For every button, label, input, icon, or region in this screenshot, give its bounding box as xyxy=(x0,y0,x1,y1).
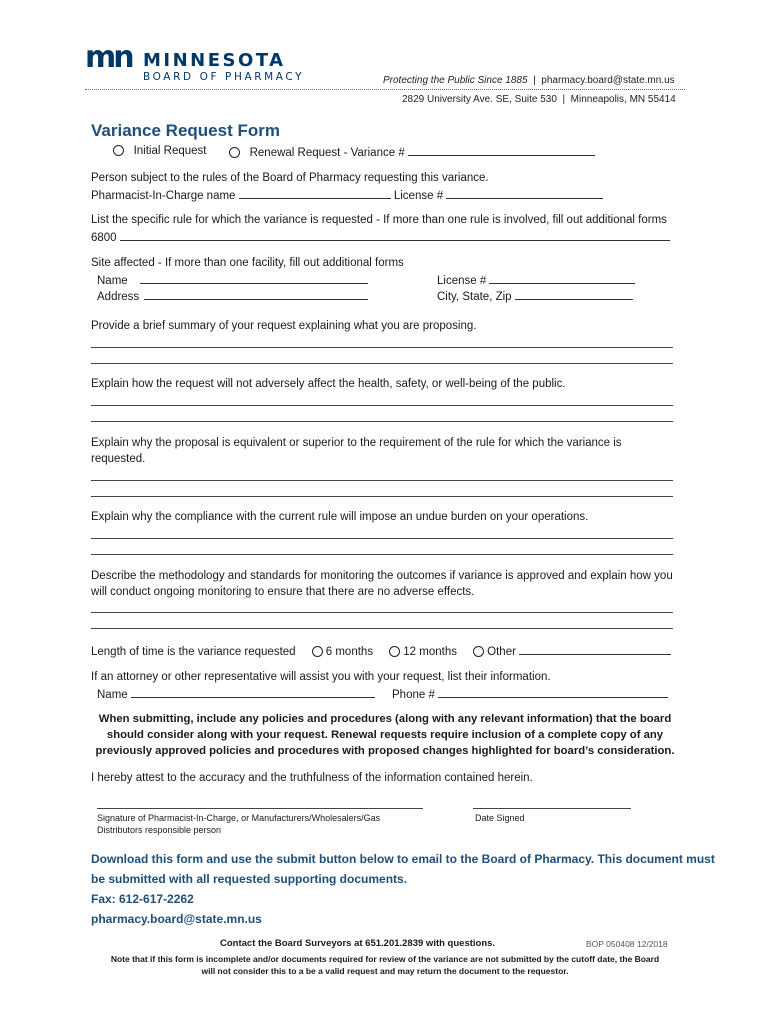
license-field[interactable] xyxy=(446,186,603,199)
site-name-label: Name xyxy=(97,275,128,287)
burden-answer-line-1[interactable] xyxy=(91,538,673,539)
twelve-months-radio[interactable] xyxy=(389,646,400,657)
renewal-request-label: Renewal Request - Variance # xyxy=(249,147,405,159)
attorney-text: If an attorney or other representative will assist you with your request, list their information. xyxy=(91,671,551,683)
health-question: Explain how the request will not adversely affect the health, safety, or well-being of the public. xyxy=(91,378,566,390)
attorney-phone-field[interactable] xyxy=(438,685,668,698)
other-duration-field[interactable] xyxy=(519,642,671,655)
header-address-line xyxy=(402,94,676,105)
separator: | xyxy=(533,75,536,86)
notice-line-3: previously approved policies and procedures with proposed changes highlighted for board’s consideration. xyxy=(95,745,675,757)
separator: | xyxy=(562,94,566,105)
board-logo xyxy=(85,40,132,75)
rule-field[interactable] xyxy=(120,228,670,241)
footer-contact: Contact the Board Surveyors at 651.201.2839 with questions. xyxy=(220,938,496,949)
pic-name-label: Pharmacist-In-Charge name xyxy=(91,190,236,202)
signature-field[interactable] xyxy=(97,808,423,809)
variance-number-field[interactable] xyxy=(408,143,595,156)
header-contact-line xyxy=(383,75,675,86)
equivalent-question-1: Explain why the proposal is equivalent or superior to the requirement of the rule for which the variance is xyxy=(91,437,622,449)
site-license-field[interactable] xyxy=(489,271,635,284)
rule-row xyxy=(91,228,670,246)
site-address-field[interactable] xyxy=(144,287,368,300)
site-city-field[interactable] xyxy=(515,287,633,300)
monitoring-answer-line-1[interactable] xyxy=(91,612,673,613)
board-email-link[interactable]: pharmacy.board@state.mn.us xyxy=(91,912,262,926)
rule-prefix: 6800 xyxy=(91,232,117,244)
submission-notice xyxy=(85,711,685,759)
signature-label xyxy=(97,812,380,836)
six-months-label: 6 months xyxy=(325,646,374,658)
other-radio[interactable] xyxy=(473,646,484,657)
length-row xyxy=(91,642,671,660)
license-label: License # xyxy=(393,190,444,202)
date-signed-label: Date Signed xyxy=(475,813,525,823)
signature-label-1: Signature of Pharmacist-In-Charge, or Manufacturers/Wholesalers/Gas xyxy=(97,813,381,823)
logo-mark: mn xyxy=(85,40,132,75)
person-subject-text: Person subject to the rules of the Board of Pharmacy requesting this variance. xyxy=(91,172,489,184)
attorney-phone-label: Phone # xyxy=(392,689,435,701)
header-address: 2829 University Ave. SE, Suite 530 xyxy=(402,94,557,105)
six-months-radio[interactable] xyxy=(312,646,323,657)
attorney-name-field[interactable] xyxy=(131,685,375,698)
header-city: Minneapolis, MN 55414 xyxy=(570,94,676,105)
renewal-request-radio[interactable] xyxy=(229,147,240,158)
monitoring-question-1: Describe the methodology and standards for monitoring the outcomes if variance is approved and explain how you xyxy=(91,570,673,582)
logo-subtitle: BOARD OF PHARMACY xyxy=(143,71,305,83)
download-line-1: Download this form and use the submit button below to email to the Board of Pharmacy. This document must xyxy=(91,852,715,866)
footer-note xyxy=(85,953,685,977)
summary-answer-line-1[interactable] xyxy=(91,347,673,348)
attest-text: I hereby attest to the accuracy and the truthfulness of the information contained herein. xyxy=(91,772,533,784)
rule-text: List the specific rule for which the variance is requested - If more than one rule is involved, fill out additional forms xyxy=(91,214,667,226)
site-city-label: City, State, Zip xyxy=(437,291,512,303)
burden-answer-line-2[interactable] xyxy=(91,554,673,555)
other-label: Other xyxy=(487,646,516,658)
footer-note-1: Note that if this form is incomplete and/or documents required for review of the variance are not submitted by the cutoff date, the Board xyxy=(110,954,660,964)
pic-name-field[interactable] xyxy=(239,186,391,199)
notice-line-2: should consider along with your request. Renewal requests require inclusion of a complete copy of any xyxy=(106,729,664,741)
renewal-row xyxy=(229,143,595,161)
request-type-row xyxy=(113,143,206,159)
site-address-label: Address xyxy=(97,291,140,303)
equivalent-answer-line-1[interactable] xyxy=(91,480,673,481)
fax-number: Fax: 612-617-2262 xyxy=(91,892,194,906)
header-divider xyxy=(85,89,685,90)
site-license-label: License # xyxy=(437,275,487,287)
health-answer-line-2[interactable] xyxy=(91,421,673,422)
form-title: Variance Request Form xyxy=(91,121,280,140)
summary-question: Provide a brief summary of your request explaining what you are proposing. xyxy=(91,320,477,332)
burden-question: Explain why the compliance with the current rule will impose an undue burden on your operations. xyxy=(91,511,589,523)
summary-answer-line-2[interactable] xyxy=(91,363,673,364)
header-email[interactable]: pharmacy.board@state.mn.us xyxy=(541,75,675,86)
attorney-name-row xyxy=(97,685,375,703)
signature-label-2: Distributors responsible person xyxy=(97,825,222,835)
pic-row xyxy=(91,186,603,204)
attorney-name-label: Name xyxy=(97,689,128,701)
download-line-2: be submitted with all requested supporting documents. xyxy=(91,872,408,886)
monitoring-question-2: will conduct ongoing monitoring to ensure that there are no adverse effects. xyxy=(91,586,475,598)
health-answer-line-1[interactable] xyxy=(91,405,673,406)
site-name-field[interactable] xyxy=(140,271,368,284)
site-affected-text: Site affected - If more than one facility, fill out additional forms xyxy=(91,257,404,269)
length-label: Length of time is the variance requested xyxy=(91,646,296,658)
site-address-row xyxy=(97,287,368,305)
equivalent-question-2: requested. xyxy=(91,453,146,465)
initial-request-label: Initial Request xyxy=(133,145,207,157)
logo-name: MINNESOTA xyxy=(143,50,286,71)
monitoring-answer-line-2[interactable] xyxy=(91,628,673,629)
notice-line-1: When submitting, include any policies and procedures (along with any relevant information) that the board xyxy=(98,713,672,725)
initial-request-radio[interactable] xyxy=(113,145,124,156)
tagline: Protecting the Public Since 1885 xyxy=(383,75,528,86)
attorney-phone-row xyxy=(392,685,668,703)
date-signed-field[interactable] xyxy=(473,808,631,809)
site-city-row xyxy=(437,287,633,305)
equivalent-answer-line-2[interactable] xyxy=(91,496,673,497)
twelve-months-label: 12 months xyxy=(403,646,457,658)
footer-note-2: will not consider this to a be a valid request and may return the document to the requestor. xyxy=(201,966,569,976)
download-instructions xyxy=(91,849,715,929)
footer-form-id: BOP 050408 12/2018 xyxy=(586,939,668,949)
